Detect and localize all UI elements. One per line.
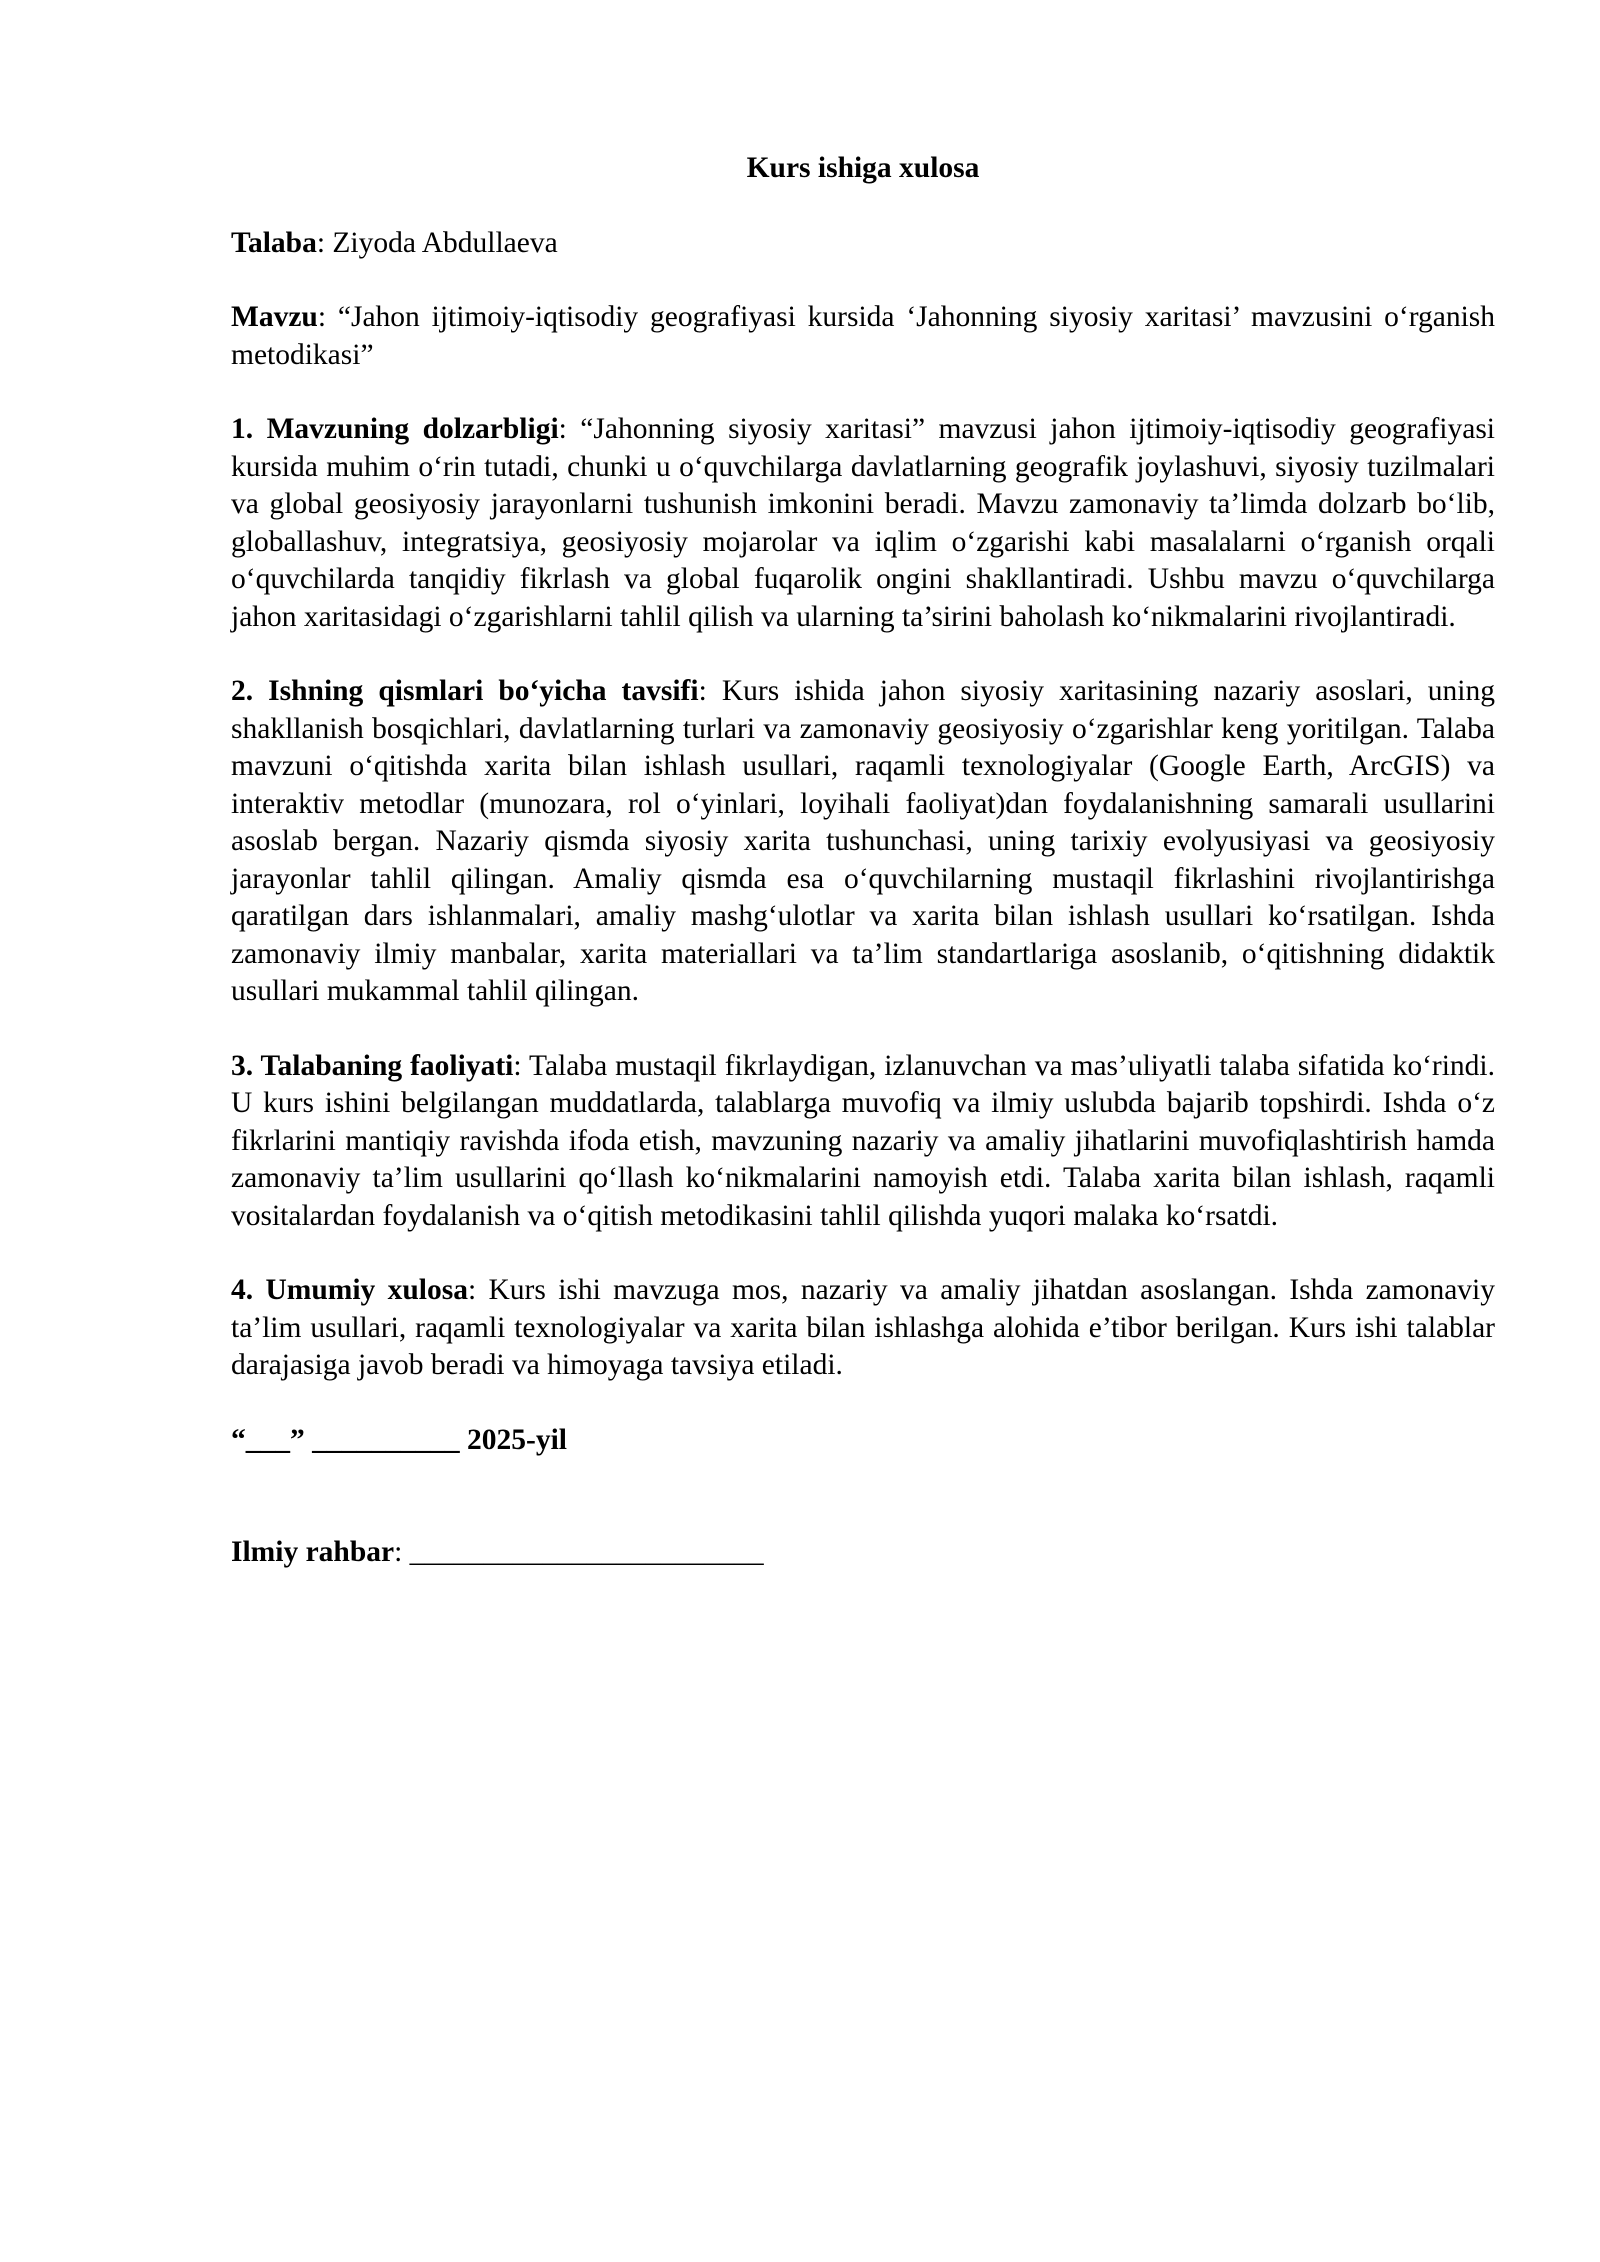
student-label: Talaba	[231, 226, 317, 259]
section-student-activity: 3. Talabaning faoliyati: Talaba mustaqil fikrlaydigan, izlanuvchan va mas’uliyatli talaba sifatida ko‘rindi. U kurs ishini belgilangan muddatlarda, talablarga muvofiq va ilmiy uslubda bajarib topshirdi. Ishda o‘z fikrlarini mantiqiy ravishda ifoda etish, mavzuning nazariy va amaliy jihatlarini muvofiqlashtirish hamda zamonaviy ta’lim usullarini qo‘llash ko‘nikmalarini namoyish etdi. Talaba xarita bilan ishlash, raqamli vositalardan foydalanish va o‘qitish metodikasini tahlil qilishda yuqori malaka ko‘rsatdi.	[231, 1049, 1495, 1232]
section-heading: 2. Ishning qismlari bo‘yicha tavsifi	[231, 675, 699, 707]
date-line: “___” __________ 2025-yil	[231, 1423, 567, 1456]
topic-text: “Jahon ijtimoiy-iqtisodiy geografiyasi kursida ‘Jahonning siyosiy xaritasi’ mavzusini o‘rganish metodikasi”	[231, 301, 1496, 371]
section-conclusion: 4. Umumiy xulosa: Kurs ishi mavzuga mos, nazariy va amaliy jihatdan asoslangan. Ishda zamonaviy ta’lim usullari, raqamli texnologiyalar va xarita bilan ishlashga alohida e’tibor berilgan. Kurs ishi talablar darajasiga javob beradi va himoyaga tavsiya etiladi.	[231, 1274, 1495, 1381]
section-description: 2. Ishning qismlari bo‘yicha tavsifi: Kurs ishida jahon siyosiy xaritasining nazariy asoslari, uning shakllanish bosqichlari, davlatlarning turlari va zamonaviy geosiyosiy o‘zgarishlar keng yoritilgan. Talaba mavzuni o‘qitishda xarita bilan ishlash usullari, raqamli texnologiyalar (Google Earth, ArcGIS) va interaktiv metodlar (munozara, rol o‘yinlari, loyihali faoliyat)dan foydalanishning samarali usullarini asoslab bergan. Nazariy qismda siyosiy xarita tushunchasi, uning tarixiy evolyusiyasi va geosiyosiy jarayonlar tahlil qilingan. Amaliy qismda esa o‘quvchilarning mustaqil fikrlashini rivojlantirishga qaratilgan dars ishlanmalari, amaliy mashg‘ulotlar va xarita bilan ishlash usullari ko‘rsatilgan. Ishda zamonaviy ilmiy manbalar, xarita materiallari va ta’lim standartlariga asoslanib, o‘qitishning didaktik usullari mukammal tahlil qilingan.	[231, 675, 1496, 1007]
section-heading: 4. Umumiy xulosa	[231, 1274, 468, 1306]
supervisor-blank: ________________________	[409, 1536, 764, 1568]
section-text: “Jahonning siyosiy xaritasi” mavzusi jahon ijtimoiy-iqtisodiy geografiyasi kursida muhim o‘rin tutadi, chunki u o‘quvchilarga davlatlarning geografik joylashuvi, siyosiy tuzilmalari va global geosiyosiy jarayonlarni tushunish imkonini beradi. Mavzu zamonaviy ta’limda dolzarb bo‘lib, globallashuv, integratsiya, geosiyosiy mojarolar va iqlim o‘zgarishi kabi masalalarni o‘rganish orqali o‘quvchilarda tanqidiy fikrlash va global fuqarolik ongini shakllantiradi. Ushbu mavzu o‘quvchilarga jahon xaritasidagi o‘zgarishlarni tahlil qilish va ularning ta’sirini baholash ko‘nikmalarini rivojlantiradi.	[231, 413, 1495, 633]
student-line: Talaba: Ziyoda Abdullaeva	[231, 226, 558, 259]
topic-line: Mavzu: “Jahon ijtimoiy-iqtisodiy geografiyasi kursida ‘Jahonning siyosiy xaritasi’ mavzusini o‘rganish metodikasi”	[231, 301, 1496, 371]
section-text: Kurs ishi mavzuga mos, nazariy va amaliy jihatdan asoslangan. Ishda zamonaviy ta’lim usullari, raqamli texnologiyalar va xarita bilan ishlashga alohida e’tibor berilgan. Kurs ishi talablar darajasiga javob beradi va himoyaga tavsiya etiladi.	[231, 1274, 1495, 1381]
section-text: Kurs ishida jahon siyosiy xaritasining nazariy asoslari, uning shakllanish bosqichlari, davlatlarning turlari va zamonaviy geosiyosiy o‘zgarishlar keng yoritilgan. Talaba mavzuni o‘qitishda xarita bilan ishlash usullari, raqamli texnologiyalar (Google Earth, ArcGIS) va interaktiv metodlar (munozara, rol o‘yinlari, loyihali faoliyat)dan foydalanishning samarali usullarini asoslab bergan. Nazariy qismda siyosiy xarita tushunchasi, uning tarixiy evolyusiyasi va geosiyosiy jarayonlar tahlil qilingan. Amaliy qismda esa o‘quvchilarning mustaqil fikrlashini rivojlantirishga qaratilgan dars ishlanmalari, amaliy mashg‘ulotlar va xarita bilan ishlash usullari ko‘rsatilgan. Ishda zamonaviy ilmiy manbalar, xarita materiallari va ta’lim standartlariga asoslanib, o‘qitishning didaktik usullari mukammal tahlil qilingan.	[231, 675, 1496, 1007]
section-text: Talaba mustaqil fikrlaydigan, izlanuvchan va mas’uliyatli talaba sifatida ko‘rindi. U kurs ishini belgilangan muddatlarda, talablarga muvofiq va ilmiy uslubda bajarib topshirdi. Ishda o‘z fikrlarini mantiqiy ravishda ifoda etish, mavzuning nazariy va amaliy jihatlarini muvofiqlashtirish hamda zamonaviy ta’lim usullarini qo‘llash ko‘nikmalarini namoyish etdi. Talaba xarita bilan ishlash, raqamli vositalardan foydalanish va o‘qitish metodikasini tahlil qilishda yuqori malaka ko‘rsatdi.	[231, 1049, 1495, 1232]
student-name: Ziyoda Abdullaeva	[332, 226, 558, 259]
topic-label: Mavzu	[231, 301, 318, 333]
supervisor-signature-line: Ilmiy rahbar: ________________________	[231, 1536, 764, 1568]
document-page	[231, 150, 1495, 1572]
section-heading: 1. Mavzuning dolzarbligi	[231, 413, 559, 445]
section-relevance: 1. Mavzuning dolzarbligi: “Jahonning siyosiy xaritasi” mavzusi jahon ijtimoiy-iqtisodiy geografiyasi kursida muhim o‘rin tutadi, chunki u o‘quvchilarga davlatlarning geografik joylashuvi, siyosiy tuzilmalari va global geosiyosiy jarayonlarni tushunish imkonini beradi. Mavzu zamonaviy ta’limda dolzarb bo‘lib, globallashuv, integratsiya, geosiyosiy mojarolar va iqlim o‘zgarishi kabi masalalarni o‘rganish orqali o‘quvchilarda tanqidiy fikrlash va global fuqarolik ongini shakllantiradi. Ushbu mavzu o‘quvchilarga jahon xaritasidagi o‘zgarishlarni tahlil qilish va ularning ta’sirini baholash ko‘nikmalarini rivojlantiradi.	[231, 413, 1495, 633]
document-title: Kurs ishiga xulosa	[746, 152, 980, 184]
section-heading: 3. Talabaning faoliyati	[231, 1049, 514, 1082]
supervisor-label: Ilmiy rahbar	[231, 1536, 395, 1568]
